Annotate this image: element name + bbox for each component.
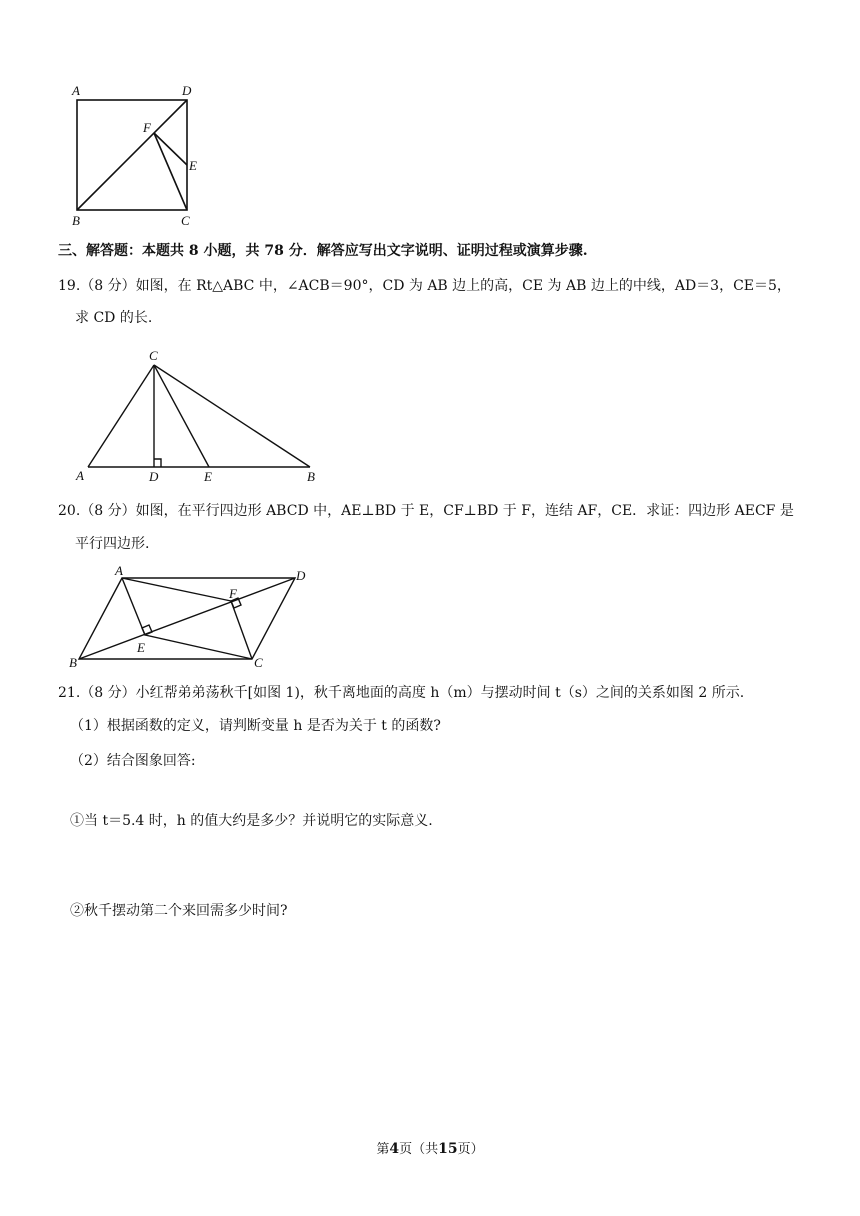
segment-cb xyxy=(154,365,310,467)
q21-sub1: （1）根据函数的定义，请判断变量 h 是否为关于 t 的函数? xyxy=(70,718,441,734)
q21-sub2: （2）结合图象回答: xyxy=(70,753,196,769)
page-footer xyxy=(0,1138,860,1157)
label-c: C xyxy=(181,213,190,228)
footer-suffix: 页） xyxy=(457,1142,484,1157)
segment-ac xyxy=(88,365,154,467)
segment-ce xyxy=(154,365,209,467)
label-c: C xyxy=(149,348,158,363)
q21-line1: 21.（8 分）小红帮弟弟荡秋千[如图 1)，秋千离地面的高度 h（m）与摆动时间 t（s）之间的关系如图 2 所示. xyxy=(58,685,745,701)
label-f: F xyxy=(229,586,237,601)
segment-cf xyxy=(231,601,252,659)
diagonal-bd xyxy=(77,100,187,210)
right-angle-mark-e xyxy=(142,625,152,635)
label-b: B xyxy=(72,213,80,228)
label-a: A xyxy=(72,83,80,98)
figure-parallelogram xyxy=(65,562,325,674)
segment-fe xyxy=(154,133,187,165)
footer-total-pages: 15 xyxy=(438,1141,458,1157)
figure-square-abcd xyxy=(60,80,220,230)
label-d: D xyxy=(149,469,159,484)
label-e: E xyxy=(189,158,197,173)
label-a: A xyxy=(76,468,84,483)
label-c: C xyxy=(254,655,263,670)
q20-line1: 20.（8 分）如图，在平行四边形 ABCD 中，AE⊥BD 于 E，CF⊥BD 于 F，连结 AF，CE．求证：四边形 AECF 是 xyxy=(58,503,794,519)
segment-ce xyxy=(145,635,252,659)
label-d: D xyxy=(182,83,192,98)
label-b: B xyxy=(69,655,77,670)
segment-ae xyxy=(122,578,145,635)
q19-line2: 求 CD 的长. xyxy=(75,310,153,326)
segment-fc xyxy=(154,133,187,210)
label-d: D xyxy=(296,568,306,583)
diagonal-bd xyxy=(79,578,295,659)
segment-af xyxy=(122,578,231,601)
label-e: E xyxy=(204,469,212,484)
label-b: B xyxy=(307,469,315,484)
figure-right-triangle xyxy=(70,345,340,485)
section-heading: 三、解答题：本题共 8 小题，共 78 分．解答应写出文字说明、证明过程或演算步骤. xyxy=(58,243,588,259)
q19-line1: 19.（8 分）如图，在 Rt△ABC 中，∠ACB＝90°，CD 为 AB 边上的高，CE 为 AB 边上的中线，AD＝3，CE＝5， xyxy=(58,278,791,294)
q20-line2: 平行四边形. xyxy=(75,536,150,552)
footer-prefix: 第 xyxy=(376,1142,390,1157)
footer-page-number: 4 xyxy=(389,1141,400,1157)
label-f: F xyxy=(143,120,151,135)
label-a: A xyxy=(115,563,123,578)
q21-item1: ①当 t＝5.4 时，h 的值大约是多少？并说明它的实际意义. xyxy=(70,813,433,829)
label-e: E xyxy=(137,640,145,655)
footer-mid: 页（共 xyxy=(399,1142,439,1157)
right-angle-mark xyxy=(154,459,161,467)
q21-item2: ②秋千摆动第二个来回需多少时间? xyxy=(70,903,288,919)
